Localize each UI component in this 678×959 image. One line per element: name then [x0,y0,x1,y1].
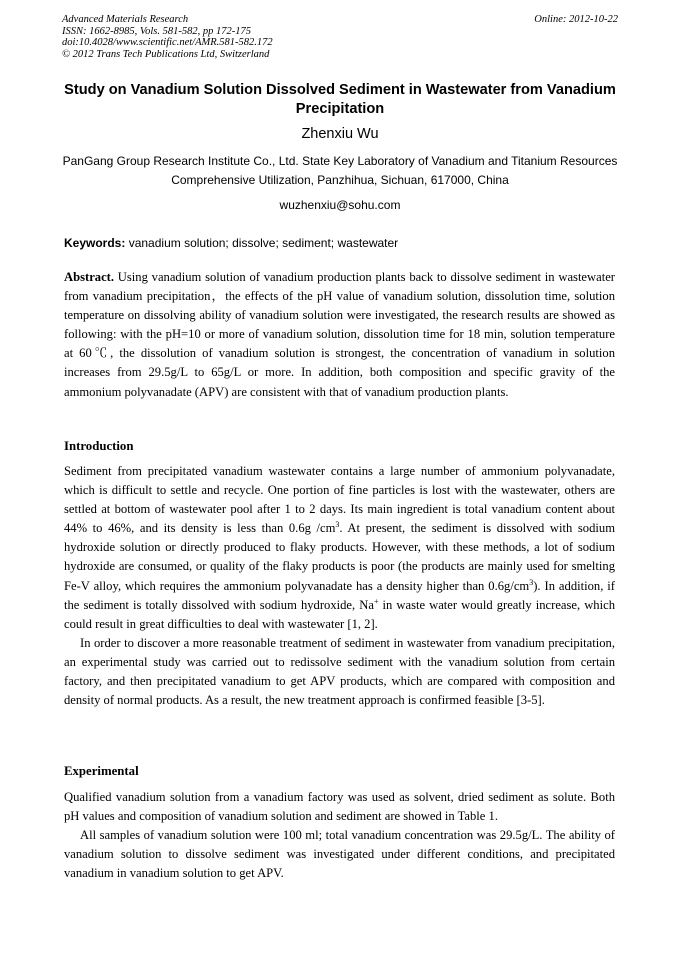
experimental-body [64,788,615,883]
experimental-paragraph-1: Qualified vanadium solution from a vanadium factory was used as solvent, dried sediment as solute. Both pH values and composition of vanadium solution and sediment are showed in Table 1. [64,790,615,824]
author-email[interactable]: wuzhenxiu@sohu.com [279,198,401,212]
superscript: 3 [529,577,534,587]
experimental-paragraph-2: All samples of vanadium solution were 100 ml; total vanadium concentration was 29.5g/L. The ability of vanadium solution to dissolve sediment was investigated under different conditions, and precipitated vanadium in vanadium solution to get APV. [64,828,615,881]
keywords-text: vanadium solution; dissolve; sediment; wastewater [128,236,399,250]
introduction-paragraph-1 [64,462,615,634]
intro-text-a: Sediment from precipitated vanadium wastewater contains a large number of ammonium polyvanadate, which is difficult to settle and recycle. One portion of fine particles is lost with the wastewater, others are settled at bottom of wastewater pool after 1 to 2 days. Its main ingredient is total vanadium content about 44% to 46%, and its density is less than 0.6g /cm [64,464,615,536]
intro-text-d: in waste water would greatly increase, which could result in great difficulties to deal with wastewater [1, 2]. [64,597,615,631]
journal-header [62,14,618,60]
abstract-text: Using vanadium solution of vanadium production plants back to dissolve sediment in wastewater from vanadium precipitation，the effects of the pH value of vanadium solution, dissolution time, solution temperature on dissolving ability of vanadium solution were investigated, the research results are showed as following: with the pH=10 or more of vanadium solution, dissolution time for 18 min, solution temperature at 60℃, the dissolution of vanadium solution is strongest, the concentration of vanadium in solution increases from 29.5g/L to 65g/L or more. In addition, both composition and specific gravity of the ammonium polyvanadate (APV) are consistent with that of vanadium production plants. [64,270,615,399]
abstract [64,268,615,402]
journal-name: Advanced Materials Research [62,14,189,25]
issn-line: ISSN: 1662-8985, Vols. 581-582, pp 172-175 [62,25,251,37]
introduction-paragraph-2: In order to discover a more reasonable treatment of sediment in wastewater from vanadium precipitation, an experimental study was carried out to redissolve sediment with the vanadium solution from certain factory, and then precipitated vanadium to get APV products, which are compared with composition and density of normal products. As a result, the new treatment approach is confirmed feasible [3-5]. [64,635,615,708]
experimental-heading: Experimental [64,764,139,778]
copyright-line: © 2012 Trans Tech Publications Ltd, Switzerland [62,48,270,60]
abstract-label: Abstract. [64,270,115,284]
introduction-heading: Introduction [64,439,134,453]
superscript: + [373,596,379,606]
intro-text-b: . At present, the sediment is dissolved with sodium hydroxide solution or directly produced to flaky products. However, with these methods, a lot of sodium hydroxide are consumed, or quality of the flaky products is poor (the products are mainly used for smelting Fe-V alloy, which requires the ammonium polyvanadate has a density higher than 0.6g/cm [64,521,615,593]
online-date: Online: 2012-10-22 [534,14,618,25]
keywords [64,236,616,250]
introduction-body [64,462,615,710]
affiliation: PanGang Group Research Institute Co., Ltd. State Key Laboratory of Vanadium and Titanium Resources Comprehensive Utilization, Panzhihua, Sichuan, 617000, China [62,154,618,187]
intro-text-c: ). In addition, if the sediment is totally dissolved with sodium hydroxide, Na [64,578,615,612]
author-name: Zhenxiu Wu [301,126,379,142]
superscript: 3 [335,520,340,530]
paper-title: Study on Vanadium Solution Dissolved Sediment in Wastewater from Vanadium Precipitation [64,82,616,117]
keywords-label: Keywords: [64,236,126,250]
doi-line: doi:10.4028/www.scientific.net/AMR.581-582.172 [62,37,273,49]
